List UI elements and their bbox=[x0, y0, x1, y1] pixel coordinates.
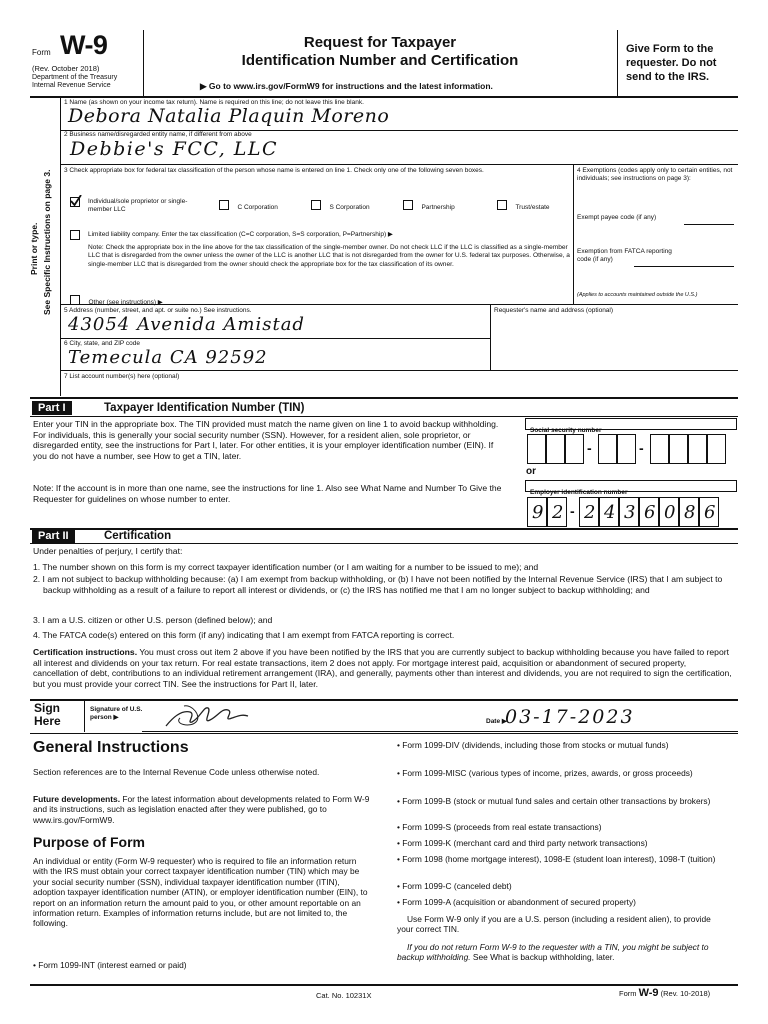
footer-form-prefix: Form bbox=[619, 989, 637, 998]
ein-digit: 6 bbox=[704, 502, 716, 523]
form-revision: (Rev. October 2018) bbox=[32, 64, 100, 73]
line5-address-input[interactable]: 43054 Avenida Amistad bbox=[68, 314, 305, 335]
form-label: Form bbox=[32, 48, 51, 57]
side-label bbox=[28, 100, 58, 315]
s-corp-label: S Corporation bbox=[329, 204, 370, 211]
purpose-title: Purpose of Form bbox=[33, 834, 146, 850]
ssn-digit-box[interactable] bbox=[565, 434, 584, 464]
backup-note bbox=[397, 942, 727, 963]
trust-label: Trust/estate bbox=[515, 204, 550, 211]
form-type-bullet: • Form 1099-DIV (dividends, including those from stocks or mutual funds) bbox=[397, 740, 669, 750]
form-type-bullet: • Form 1099-MISC (various types of income, prizes, awards, or gross proceeds) bbox=[397, 768, 693, 778]
ssn-digit-box[interactable] bbox=[527, 434, 546, 464]
cert-item1: 1. The number shown on this form is my correct taxpayer identification number (or I am waiting for a number to be issued to me); and bbox=[33, 562, 539, 572]
fatca-note: (Applies to accounts maintained outside the U.S.) bbox=[577, 292, 698, 298]
fd-label: Future developments. bbox=[33, 794, 121, 804]
footer-form-rev: (Rev. 10-2018) bbox=[660, 989, 711, 998]
give-form-note: Give Form to the requester. Do not send to the IRS. bbox=[626, 43, 717, 83]
line1-name-input[interactable]: Debora Natalia Plaquin Moreno bbox=[68, 105, 390, 127]
ssn-digit-box[interactable] bbox=[617, 434, 636, 464]
form-id-block bbox=[30, 30, 142, 94]
side-label-see: See Specific Instructions on page 3. bbox=[42, 169, 52, 315]
llc-note: Note: Check the appropriate box in the line above for the tax classification of the single-member owner. Do not check LLC if the LLC is classified as a single-member LLC that is disregarded from the owner unless the owner of the LLC is another LLC that is not disregarded from the owner for U.S. federal tax purposes. Otherwise, a single-member LLC that is disregarded from the owner should check the appropriate box for the tax classification of its owner. bbox=[88, 244, 570, 268]
ssn-dash: - bbox=[587, 440, 592, 456]
ein-digit-box[interactable] bbox=[699, 497, 719, 527]
line5-label: 5 Address (number, street, and apt. or suite no.) See instructions. bbox=[64, 307, 252, 314]
use-w9-text: Use Form W-9 only if you are a U.S. person (including a resident alien), to provide your correct TIN. bbox=[397, 914, 711, 935]
ssn-digit-box[interactable] bbox=[707, 434, 726, 464]
footer-form-id bbox=[619, 987, 710, 999]
ein-digit: 2 bbox=[584, 502, 596, 523]
backup-note-italic: If you do not return Form W-9 to the requester with a TIN, you might be subject to backup withholding. bbox=[397, 942, 709, 963]
ssn-label: Social security number bbox=[530, 427, 602, 434]
service: Internal Revenue Service bbox=[32, 82, 111, 89]
page-title bbox=[150, 34, 610, 69]
ein-digit: 4 bbox=[604, 502, 616, 523]
part1-title: Taxpayer Identification Number (TIN) bbox=[104, 402, 305, 414]
ein-digit: 3 bbox=[624, 502, 636, 523]
ein-digit: 0 bbox=[664, 502, 676, 523]
fatca-label: Exemption from FATCA reporting code (if any) bbox=[577, 248, 672, 263]
signature-label: Signature of U.S. person ▶ bbox=[90, 706, 143, 721]
requester-label: Requester's name and address (optional) bbox=[494, 307, 614, 314]
line1-label: 1 Name (as shown on your income tax return). Name is required on this line; do not leave this line blank. bbox=[64, 99, 364, 106]
side-label-print: Print or type. bbox=[29, 222, 39, 275]
ein-digit: 2 bbox=[552, 502, 564, 523]
ssn-digit-box[interactable] bbox=[650, 434, 669, 464]
title-line2: Identification Number and Certification bbox=[241, 52, 519, 69]
ein-digit-box[interactable] bbox=[579, 497, 599, 527]
cert-item4: 4. The FATCA code(s) entered on this form (if any) indicating that I am exempt from FATCA reporting is correct. bbox=[33, 630, 455, 640]
llc-label: Limited liability company. Enter the tax classification (C=C corporation, S=S corporation, P=Partnership) ▶ bbox=[88, 231, 393, 238]
form-type-bullet: • Form 1098 (home mortgage interest), 1098-E (student loan interest), 1098-T (tuition) bbox=[397, 854, 716, 864]
general-p1: Section references are to the Internal Revenue Code unless otherwise noted. bbox=[33, 767, 320, 777]
form-type-bullet: • Form 1099-B (stock or mutual fund sales and certain other transactions by brokers) bbox=[397, 796, 711, 806]
part1-tag: Part I bbox=[32, 401, 72, 415]
ein-digit-box[interactable] bbox=[639, 497, 659, 527]
option-trust[interactable] bbox=[497, 196, 550, 214]
part2-title: Certification bbox=[104, 530, 172, 542]
cert-instr-label: Certification instructions. bbox=[33, 647, 138, 657]
signature-field[interactable] bbox=[162, 700, 252, 732]
line2-business-input[interactable]: Debbie's FCC, LLC bbox=[70, 138, 279, 160]
backup-note-tail: See What is backup withholding, later. bbox=[470, 952, 615, 963]
part1-text: Enter your TIN in the appropriate box. The TIN provided must match the name given on line 1 to avoid backup withholding. For individuals, this is generally your social security number (SSN). However, for a resident alien, sole proprietor, or disregarded entity, see the instructions for Part I, later. For other entities, it is your employer identification number (EIN). If you do not have a number, see How to get a TIN, later. bbox=[33, 419, 499, 461]
ein-label-box bbox=[525, 480, 737, 496]
bullet-1099-int: • Form 1099-INT (interest earned or paid) bbox=[33, 960, 187, 970]
checkmark-icon bbox=[70, 195, 82, 207]
option-partnership[interactable] bbox=[403, 196, 455, 214]
trust-checkbox[interactable] bbox=[497, 200, 507, 210]
ein-digit-box[interactable] bbox=[599, 497, 619, 527]
goto-instructions: ▶ Go to www.irs.gov/FormW9 for instructions and the latest information. bbox=[200, 81, 493, 91]
line7-label: 7 List account number(s) here (optional) bbox=[64, 373, 180, 380]
option-s-corp[interactable] bbox=[311, 196, 370, 214]
individual-label: Individual/sole proprietor or single-member LLC bbox=[88, 198, 188, 213]
line6-label: 6 City, state, and ZIP code bbox=[64, 340, 140, 347]
c-corp-checkbox[interactable] bbox=[219, 200, 229, 210]
or-text: or bbox=[526, 466, 536, 477]
form-type-bullet: • Form 1099-A (acquisition or abandonment of secured property) bbox=[397, 897, 636, 907]
ein-digit-box[interactable] bbox=[547, 497, 567, 527]
individual-checkbox[interactable] bbox=[70, 197, 80, 207]
future-developments bbox=[33, 794, 373, 825]
line3-label: 3 Check appropriate box for federal tax classification of the person whose name is entered on line 1. Check only one of the following seven boxes. bbox=[64, 167, 484, 174]
s-corp-checkbox[interactable] bbox=[311, 200, 321, 210]
ein-digit-box[interactable] bbox=[527, 497, 547, 527]
date-input[interactable]: 03-17-2023 bbox=[505, 706, 635, 728]
ein-digit: 6 bbox=[644, 502, 656, 523]
llc-checkbox[interactable] bbox=[70, 230, 80, 240]
ssn-digit-box[interactable] bbox=[598, 434, 617, 464]
ein-digit: 9 bbox=[532, 502, 544, 523]
form-type-bullet: • Form 1099-S (proceeds from real estate transactions) bbox=[397, 822, 602, 832]
cert-instr-text: You must cross out item 2 above if you have been notified by the IRS that you are currently subject to backup withholding because you have failed to report all interest and dividends on your tax return. For real estate transactions, item 2 does not apply. For mortgage interest paid, acquisition or abandonment of secured property, cancellation of debt, contributions to an individual retirement arrangement (IRA), and generally, payments other than interest and dividends, you are not required to sign the certification, but you must provide your correct TIN. See the instructions for Part II, later. bbox=[33, 647, 732, 689]
title-line1: Request for Taxpayer bbox=[303, 34, 457, 51]
purpose-text: An individual or entity (Form W-9 requester) who is required to file an information return with the IRS must obtain your correct taxpayer identification number (TIN) which may be your social security number (SSN), individual taxpayer identification number (ITIN), adoption taxpayer identification number (ATIN), or employer identification number (EIN), to report on an information return the amount paid to you, or other amount reportable on an information return. Examples of information returns include, but are not limited to, the following. bbox=[33, 856, 368, 929]
ein-dash: - bbox=[570, 503, 575, 519]
ssn-digit-box[interactable] bbox=[669, 434, 688, 464]
ssn-dash: - bbox=[639, 440, 644, 456]
department: Department of the Treasury bbox=[32, 74, 118, 81]
ssn-label-box bbox=[525, 418, 737, 434]
form-type-bullet: • Form 1099-K (merchant card and third party network transactions) bbox=[397, 838, 648, 848]
sign-here: Sign Here bbox=[34, 701, 61, 728]
part2-tag: Part II bbox=[32, 529, 75, 543]
fd-text: For the latest information about developments related to Form W-9 and its instructions, such as legislation enacted after they were published, go to www.irs.gov/FormW9. bbox=[33, 794, 370, 825]
option-c-corp[interactable] bbox=[219, 196, 278, 214]
c-corp-label: C Corporation bbox=[237, 204, 278, 211]
exemptions-title: 4 Exemptions (codes apply only to certain entities, not individuals; see instructions on page 3): bbox=[577, 167, 733, 182]
ein-digit: 8 bbox=[684, 502, 696, 523]
partnership-label: Partnership bbox=[421, 204, 455, 211]
form-type-bullet: • Form 1099-C (canceled debt) bbox=[397, 881, 512, 891]
partnership-checkbox[interactable] bbox=[403, 200, 413, 210]
part1-note: Note: If the account is in more than one name, see the instructions for line 1. Also see What Name and Number To Give the Requester for guidelines on whose number to enter. bbox=[33, 483, 502, 504]
cert-item2: 2. I am not subject to backup withholding because: (a) I am exempt from backup withholding, or (b) I have not been notified by the Internal Revenue Service (IRS) that I am subject to backup withholding as a result of a failure to report all interest or dividends, or (c) the IRS has notified me that I am no longer subject to backup withholding; and bbox=[33, 574, 723, 595]
footer-form-num: W-9 bbox=[638, 987, 659, 999]
ein-label: Employer identification number bbox=[530, 489, 628, 496]
ssn-digit-box[interactable] bbox=[688, 434, 707, 464]
exempt-payee-label: Exempt payee code (if any) bbox=[577, 214, 657, 221]
cert-item3: 3. I am a U.S. citizen or other U.S. person (defined below); and bbox=[33, 615, 273, 625]
date-label: Date ▶ bbox=[486, 718, 507, 725]
form-number: W-9 bbox=[60, 30, 108, 60]
ssn-digit-box[interactable] bbox=[546, 434, 565, 464]
signature-mark-icon bbox=[162, 700, 252, 732]
ein-digit-box[interactable] bbox=[619, 497, 639, 527]
ein-digit-box[interactable] bbox=[679, 497, 699, 527]
cert-instructions bbox=[33, 647, 733, 689]
other-label: Other (see instructions) ▶ bbox=[88, 299, 163, 306]
ein-digit-box[interactable] bbox=[659, 497, 679, 527]
catalog-number: Cat. No. 10231X bbox=[316, 991, 372, 1000]
cert-intro: Under penalties of perjury, I certify that: bbox=[33, 546, 183, 556]
general-title: General Instructions bbox=[33, 739, 189, 756]
line6-city-input[interactable]: Temecula CA 92592 bbox=[68, 347, 268, 368]
line2-label: 2 Business name/disregarded entity name, if different from above bbox=[64, 131, 252, 138]
